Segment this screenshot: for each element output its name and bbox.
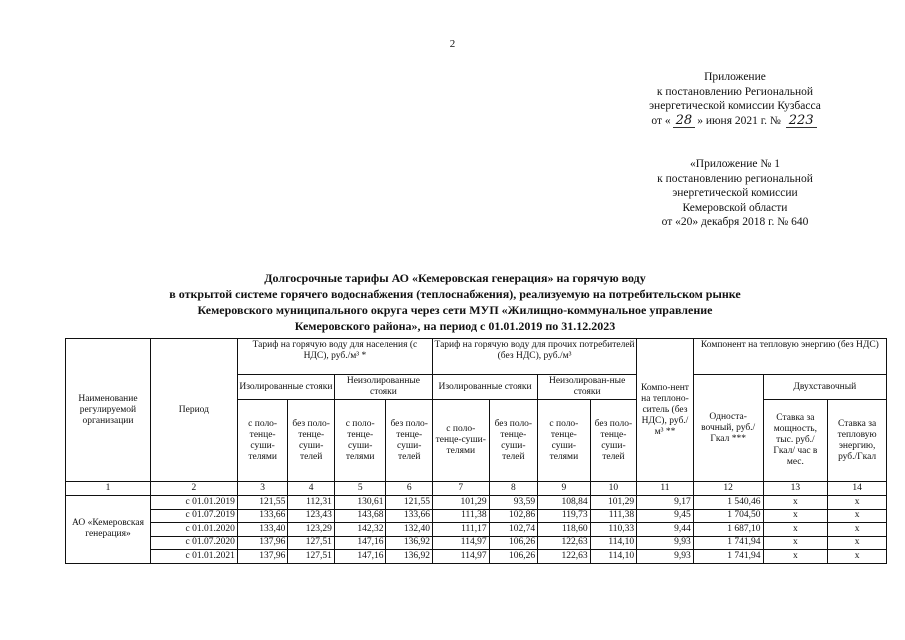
table-row bbox=[66, 509, 887, 523]
table-row bbox=[66, 550, 887, 564]
value-cell: 114,97 bbox=[432, 550, 489, 564]
value-cell: х bbox=[763, 550, 828, 564]
header-carrier: Компо-нент на теплоно-ситель (без НДС), руб./м³ ** bbox=[637, 339, 694, 482]
date-prefix: от « bbox=[651, 114, 671, 127]
value-cell: 143,68 bbox=[334, 509, 386, 523]
header-without-dryers: без поло-тенце-суши-телей bbox=[386, 400, 433, 482]
appendix-original-line5: от «20» декабря 2018 г. № 640 bbox=[661, 216, 809, 228]
value-cell: 108,84 bbox=[538, 496, 591, 510]
column-number: 7 bbox=[432, 482, 489, 496]
column-number: 1 bbox=[66, 482, 151, 496]
value-cell: 1 687,10 bbox=[693, 523, 763, 537]
value-cell: 114,10 bbox=[590, 536, 637, 550]
appendix-current-line2: к постановлению Региональной bbox=[656, 85, 814, 98]
column-number: 5 bbox=[334, 482, 386, 496]
value-cell: 133,66 bbox=[237, 509, 288, 523]
value-cell: 132,40 bbox=[386, 523, 433, 537]
title-line4: Кемеровского района», на период с 01.01.2019 по 31.12.2023 bbox=[294, 319, 616, 333]
table-row bbox=[66, 496, 887, 510]
period-cell: с 01.07.2020 bbox=[150, 536, 237, 550]
header-with-dryers: с поло-тенце-суши-телями bbox=[432, 400, 489, 482]
column-number: 4 bbox=[288, 482, 335, 496]
value-cell: 118,60 bbox=[538, 523, 591, 537]
value-cell: 123,43 bbox=[288, 509, 335, 523]
value-cell: 130,61 bbox=[334, 496, 386, 510]
value-cell: 111,38 bbox=[590, 509, 637, 523]
appendix-original-line2: к постановлению региональной bbox=[657, 172, 813, 185]
period-cell: с 01.01.2020 bbox=[150, 523, 237, 537]
header-without-dryers: без поло-тенце-суши-телей bbox=[590, 400, 637, 482]
header-energy-rate: Ставка за тепловую энергию, руб./Гкал bbox=[828, 400, 887, 482]
appendix-current-title: Приложение bbox=[704, 71, 766, 83]
value-cell: х bbox=[828, 523, 887, 537]
value-cell: 127,51 bbox=[288, 536, 335, 550]
value-cell: 137,96 bbox=[237, 550, 288, 564]
appendix-original-line3: энергетической комиссии bbox=[672, 187, 798, 199]
value-cell: 93,59 bbox=[489, 496, 538, 510]
column-number: 14 bbox=[828, 482, 887, 496]
header-without-dryers: без поло-тенце-суши-телей bbox=[489, 400, 538, 482]
value-cell: 1 741,94 bbox=[693, 536, 763, 550]
value-cell: 123,29 bbox=[288, 523, 335, 537]
value-cell: 102,86 bbox=[489, 509, 538, 523]
value-cell: 121,55 bbox=[237, 496, 288, 510]
header-tariff-other: Тариф на горячую воду для прочих потребителей (без НДС), руб./м³ bbox=[432, 339, 636, 375]
value-cell: 111,17 bbox=[432, 523, 489, 537]
value-cell: 142,32 bbox=[334, 523, 386, 537]
header-tariff-population: Тариф на горячую воду для населения (с НДС), руб./м³ * bbox=[237, 339, 432, 375]
header-two-rate: Двухставочный bbox=[763, 375, 886, 400]
value-cell: 101,29 bbox=[432, 496, 489, 510]
value-cell: 9,93 bbox=[637, 536, 694, 550]
document-title bbox=[40, 270, 870, 334]
value-cell: 136,92 bbox=[386, 550, 433, 564]
tariff-table bbox=[65, 338, 887, 564]
value-cell: 114,10 bbox=[590, 550, 637, 564]
date-mid: » июня 2021 г. № bbox=[697, 114, 781, 127]
value-cell: 136,92 bbox=[386, 536, 433, 550]
title-line3: Кемеровского муниципального округа через сети МУП «Жилищно-коммунальное управление bbox=[197, 303, 713, 317]
appendix-original-line4: Кемеровской области bbox=[682, 201, 788, 214]
header-isolated-2: Изолированные стояки bbox=[432, 375, 537, 400]
value-cell: 121,55 bbox=[386, 496, 433, 510]
value-cell: 114,97 bbox=[432, 536, 489, 550]
header-with-dryers: с поло-тенце-суши-телями bbox=[538, 400, 591, 482]
header-with-dryers: с поло-тенце-суши-телями bbox=[237, 400, 288, 482]
value-cell: 9,17 bbox=[637, 496, 694, 510]
column-number: 11 bbox=[637, 482, 694, 496]
column-number: 10 bbox=[590, 482, 637, 496]
value-cell: 1 540,46 bbox=[693, 496, 763, 510]
header-heat-component: Компонент на тепловую энергию (без НДС) bbox=[693, 339, 886, 375]
value-cell: 133,40 bbox=[237, 523, 288, 537]
value-cell: 9,44 bbox=[637, 523, 694, 537]
handwritten-doc-number: 223 bbox=[786, 115, 817, 128]
column-number: 3 bbox=[237, 482, 288, 496]
value-cell: 102,74 bbox=[489, 523, 538, 537]
value-cell: 119,73 bbox=[538, 509, 591, 523]
value-cell: 111,38 bbox=[432, 509, 489, 523]
organization-name: АО «Кемеровская генерация» bbox=[66, 496, 151, 564]
page-number: 2 bbox=[449, 38, 456, 50]
value-cell: 112,31 bbox=[288, 496, 335, 510]
appendix-current-date bbox=[580, 114, 890, 129]
value-cell: 101,29 bbox=[590, 496, 637, 510]
column-number: 8 bbox=[489, 482, 538, 496]
value-cell: 122,63 bbox=[538, 536, 591, 550]
value-cell: 127,51 bbox=[288, 550, 335, 564]
header-with-dryers: с поло-тенце-суши-телями bbox=[334, 400, 386, 482]
handwritten-day: 28 bbox=[673, 115, 696, 128]
column-number: 9 bbox=[538, 482, 591, 496]
value-cell: 106,26 bbox=[489, 536, 538, 550]
title-line1: Долгосрочные тарифы АО «Кемеровская генерация» на горячую воду bbox=[264, 271, 646, 285]
value-cell: х bbox=[828, 509, 887, 523]
appendix-original-line1: «Приложение № 1 bbox=[690, 158, 780, 170]
header-single-rate: Односта-вочный, руб./Гкал *** bbox=[693, 375, 763, 482]
column-number-row bbox=[66, 482, 887, 496]
appendix-current-block bbox=[580, 70, 890, 128]
header-capacity-rate: Ставка за мощность, тыс. руб./ Гкал/ час в мес. bbox=[763, 400, 828, 482]
table-row bbox=[66, 523, 887, 537]
period-cell: с 01.01.2021 bbox=[150, 550, 237, 564]
value-cell: 1 704,50 bbox=[693, 509, 763, 523]
column-number: 2 bbox=[150, 482, 237, 496]
value-cell: х bbox=[828, 496, 887, 510]
value-cell: х bbox=[828, 536, 887, 550]
column-number: 12 bbox=[693, 482, 763, 496]
appendix-current-line3: энергетической комиссии Кузбасса bbox=[649, 100, 821, 112]
value-cell: 110,33 bbox=[590, 523, 637, 537]
column-number: 6 bbox=[386, 482, 433, 496]
value-cell: х bbox=[763, 536, 828, 550]
value-cell: 137,96 bbox=[237, 536, 288, 550]
value-cell: х bbox=[828, 550, 887, 564]
header-period: Период bbox=[150, 339, 237, 482]
value-cell: 122,63 bbox=[538, 550, 591, 564]
appendix-original-block bbox=[580, 157, 890, 230]
value-cell: 147,16 bbox=[334, 536, 386, 550]
period-cell: с 01.07.2019 bbox=[150, 509, 237, 523]
value-cell: 9,93 bbox=[637, 550, 694, 564]
value-cell: 1 741,94 bbox=[693, 550, 763, 564]
title-line2: в открытой системе горячего водоснабжения (теплоснабжения), реализуемую на потребительском рынке bbox=[169, 287, 741, 301]
header-non-isolated-2: Неизолирован-ные стояки bbox=[538, 375, 637, 400]
value-cell: 133,66 bbox=[386, 509, 433, 523]
header-without-dryers: без поло-тенце-суши-телей bbox=[288, 400, 335, 482]
table-row bbox=[66, 536, 887, 550]
column-number: 13 bbox=[763, 482, 828, 496]
value-cell: х bbox=[763, 509, 828, 523]
value-cell: 147,16 bbox=[334, 550, 386, 564]
value-cell: 9,45 bbox=[637, 509, 694, 523]
header-org: Наименование регулируемой организации bbox=[66, 339, 151, 482]
value-cell: х bbox=[763, 523, 828, 537]
header-isolated: Изолированные стояки bbox=[237, 375, 334, 400]
header-non-isolated: Неизолированные стояки bbox=[334, 375, 432, 400]
value-cell: 106,26 bbox=[489, 550, 538, 564]
value-cell: х bbox=[763, 496, 828, 510]
period-cell: с 01.01.2019 bbox=[150, 496, 237, 510]
